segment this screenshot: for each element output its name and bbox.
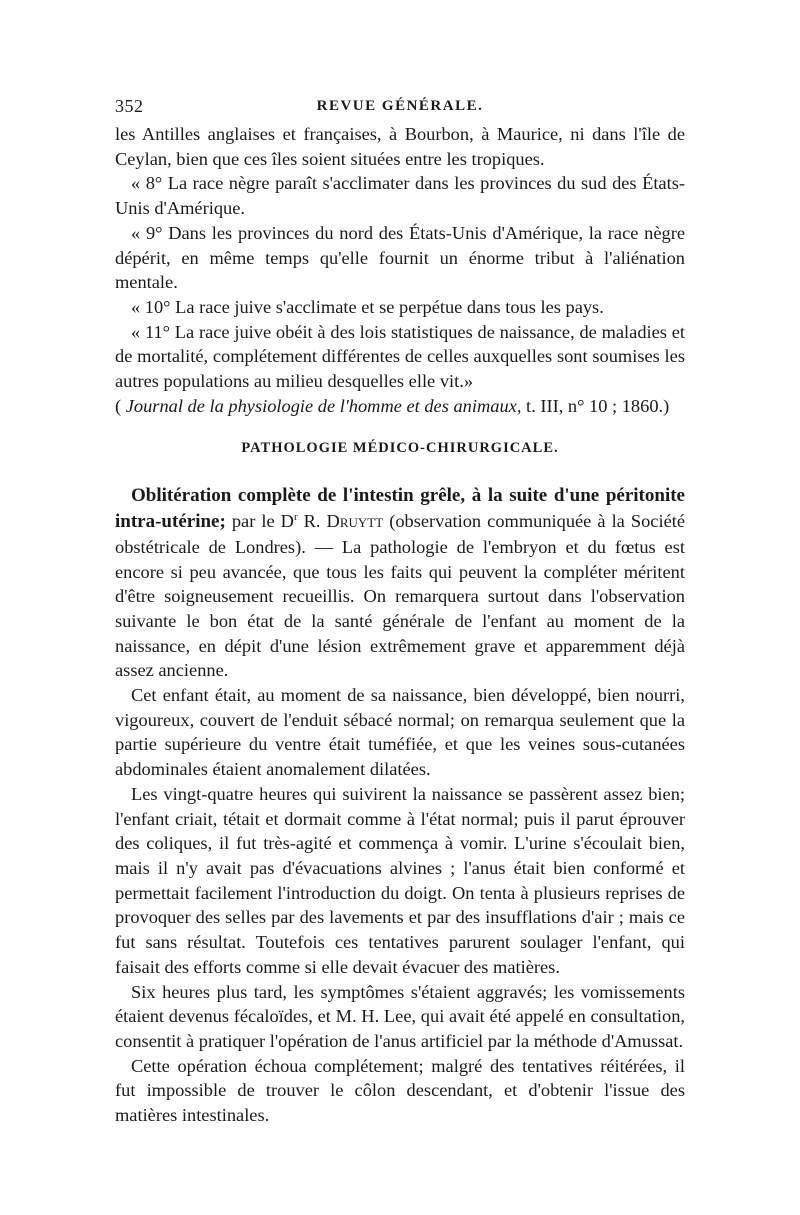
article-by: par le D [225,511,294,532]
quote-point-8: « 8° La race nègre paraît s'acclimater dans les provinces du sud des États-Unis d'Amérique. [115,173,685,219]
page-number: 352 [115,96,144,116]
article-paragraph: Six heures plus tard, les symptômes s'étaient aggravés; les vomissements étaient devenus fécaloïdes, et M. H. Lee, qui avait été appelé en consultation, consentit à pratiquer l'opération de l'anus artificiel par la méthode d'Amussat. [115,981,685,1051]
article-intro-text: (observation communiquée à la Société obstétricale de Londres). — La pathologie de l'embryon et du fœtus est encore si peu avancée, que tous les faits qui peuvent la compléter méritent d'être soigneusement recueillis. On remarquera surtout dans l'observation suivante le bon état de la santé générale de l'enfant au moment de la naissance, en dépit d'une lésion extrêmement grave et apparemment déjà assez ancienne. [115,511,685,681]
quote-point-11: « 11° La race juive obéit à des lois statistiques de naissance, de maladies et de mortalité, complétement différentes de celles auxquelles sont soumises les autres populations au milieu desquelles elle vit.» [115,321,685,392]
citation-journal: Journal de la physiologie de l'homme et des animaux, [125,395,522,416]
quote-point-9: « 9° Dans les provinces du nord des États-Unis d'Amérique, la race nègre dépérit, en même temps qu'elle fournit un énorme tribut à l'aliénation mentale. [115,222,685,293]
quote-continuation: les Antilles anglaises et françaises, à Bourbon, à Maurice, ni dans l'île de Ceylan, bien que ces îles soient situées entre les tropiques. [115,124,685,169]
article [115,483,685,1127]
article-paragraph: Les vingt-quatre heures qui suivirent la naissance se passèrent assez bien; l'enfant criait, tétait et dormait comme à l'état normal; puis il parut éprouver des coliques, il fut très-agité et commença à vomir. L'urine s'écoulait bien, mais il n'y avait pas d'évacuations alvines ; l'anus était bien conformé et permettait facilement l'introduction du doigt. On tenta à plusieurs reprises de provoquer des selles par des lavements et par des insufflations d'air ; mais ce fut sans résultat. Toutefois ces tentatives parurent soulager l'enfant, qui faisait des efforts comme si elle devait évacuer des matières. [115,783,685,977]
article-paragraph: Cette opération échoua complétement; malgré des tentatives réitérées, il fut impossible de trouver le côlon descendant, et d'obtenir l'issue des matières intestinales. [115,1055,685,1126]
article-author: R. Druytt [297,511,384,532]
citation [115,394,685,419]
page [115,96,685,1128]
article-title: Oblitération complète de l'intestin grêle, à la suite d'une péritonite intra-utérine; [115,485,685,533]
quote-block [115,122,685,418]
article-by-sup: r [293,511,298,524]
section-heading: PATHOLOGIE MÉDICO-CHIRURGICALE. [241,440,559,457]
quote-point-10: « 10° La race juive s'acclimate et se perpétue dans tous les pays. [131,296,604,317]
journal-title: REVUE GÉNÉRALE. [316,98,484,114]
article-paragraph: Cet enfant était, au moment de sa naissance, bien développé, bien nourri, vigoureux, couvert de l'enduit sébacé normal; on remarqua seulement que la partie supérieure du ventre était tuméfiée, et que les veines sous-cutanées abdominales étaient anomalement dilatées. [115,685,685,780]
article-intro [115,483,685,683]
citation-details: t. III, n° 10 ; 1860.) [521,395,670,416]
citation-open: ( [115,395,126,416]
running-head [115,96,685,122]
